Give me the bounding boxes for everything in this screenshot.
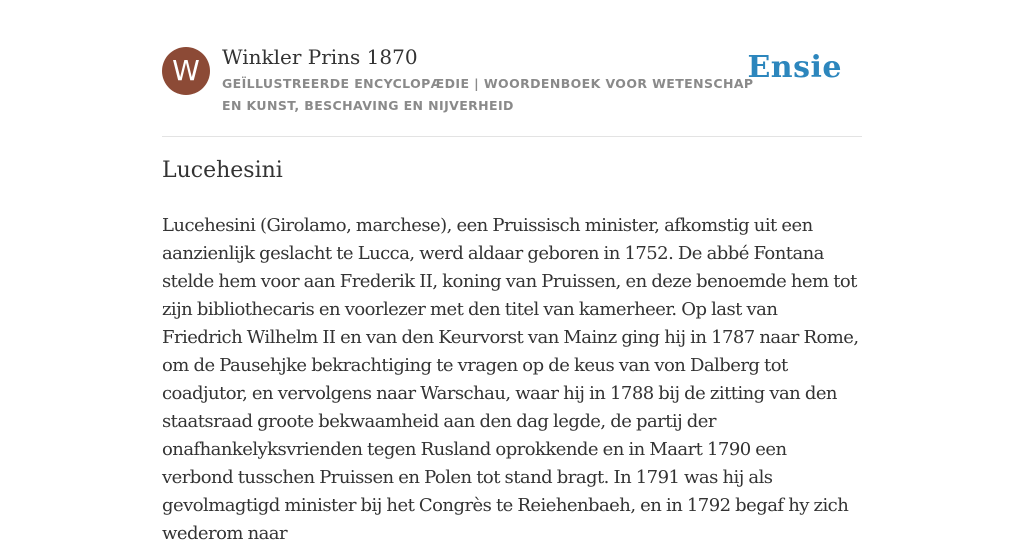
page-container bbox=[162, 0, 862, 544]
source-header bbox=[162, 0, 862, 137]
avatar[interactable]: W bbox=[162, 47, 210, 95]
source-title[interactable]: Winkler Prins 1870 bbox=[222, 45, 418, 69]
entry-title: Lucehesini bbox=[162, 158, 283, 183]
source-subtitle: GEÏLLUSTREERDE ENCYCLOPÆDIE | WOORDENBOEK VOOR WETENSCHAP EN KUNST, BESCHAVING EN NIJVERHEID bbox=[222, 76, 754, 113]
ensie-logo[interactable]: Ensie bbox=[747, 50, 842, 85]
entry-body: Lucehesini (Girolamo, marchese), een Pruissisch minister, afkomstig uit een aanzienlijk geslacht te Lucca, werd aldaar geboren in 1752. De abbé Fontana stelde hem voor aan Frederik II, koning van Pruissen, en deze benoemde hem tot zijn bibliothecaris en voorlezer met den titel van kamerheer. Op last van Friedrich Wilhelm II en van den Keurvorst van Mainz ging hij in 1787 naar Rome, om de Pausehjke bekrachtiging te vragen op de keus van von Dalberg tot coadjutor, en vervolgens naar Warschau, waar hij in 1788 bij de zitting van den staatsraad groote bekwaamheid aan den dag legde, de partij der onafhankelyksvrienden tegen Rusland oprokkende en in Maart 1790 een verbond tusschen Pruissen en Polen tot stand bragt. In 1791 was hij als gevolmagtigd minister bij het Congrès te Reiehenbaeh, en in 1792 begaf hy zich wederom naar bbox=[162, 215, 859, 544]
